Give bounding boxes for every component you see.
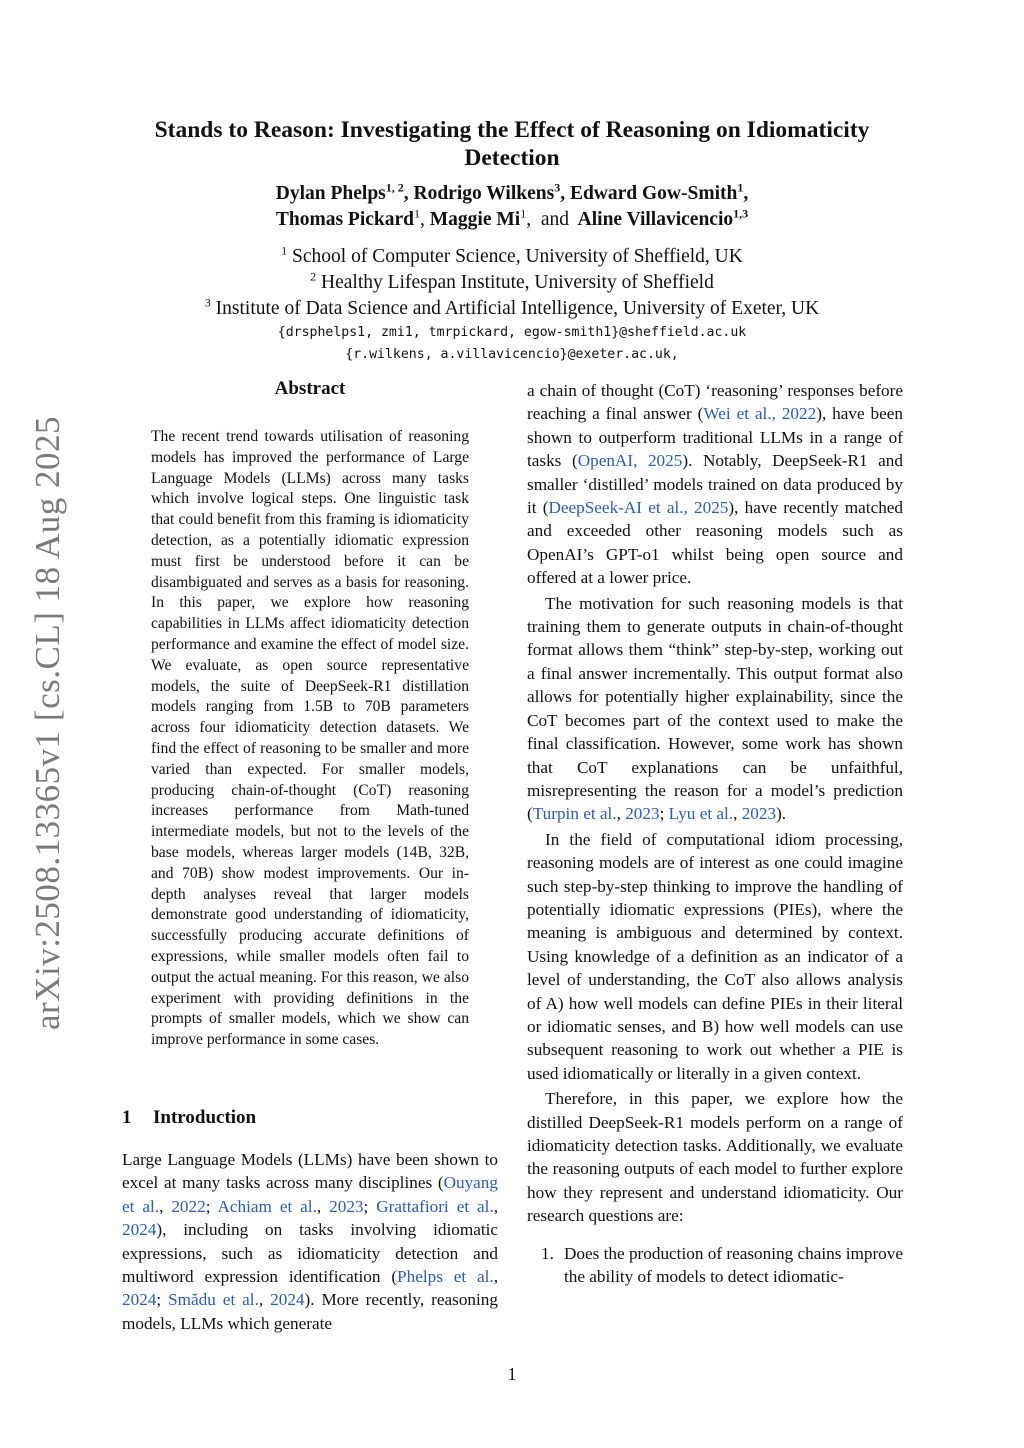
citation-link[interactable]: Smădu et al. [168,1290,259,1310]
author-line-1: Dylan Phelps$^{1, 2}$, Rodrigo Wilkens$^3$, Edward Gow-Smith$^1$, [275,180,749,204]
affiliation-1: $^1$ School of Computer Science, University of Sheffield, UK [281,243,743,267]
affiliations [120,244,904,322]
email-line-1: {drsphelps1, zmi1, tmrpickard, egow-smith1}@sheffield.ac.uk [277,325,747,340]
citation-link[interactable]: Achiam et al. [217,1196,317,1216]
left-column-body [122,1148,498,1335]
list-number: 1. [541,1243,554,1263]
citation-link[interactable]: Grattafiori et al. [376,1196,494,1216]
citation-link[interactable]: Phelps et al. [397,1267,494,1287]
citation-link[interactable]: 2024 [122,1290,157,1310]
author-affil-sup: 3 [554,180,561,195]
page-number: 1 [507,1364,517,1384]
citation-link[interactable]: 2023 [625,804,660,824]
author-name: Rodrigo Wilkens [413,183,555,204]
author-name: Edward Gow-Smith [569,183,738,204]
author-list [120,181,904,233]
citation-link[interactable]: 2023 [741,804,777,824]
citation-link[interactable]: 2022 [171,1196,206,1216]
email-line-2: {r.wilkens, a.villavicencio}@exeter.ac.uk, [345,347,679,362]
author-affil-sup: 1, 2 [385,180,404,195]
abstract-heading: Abstract [274,378,346,399]
citation-link[interactable]: 2023 [329,1196,364,1216]
affiliation-3: $^3$ Institute of Data Science and Artificial Intelligence, University of Exeter, UK [204,295,820,319]
citation-link[interactable]: OpenAI, 2025 [577,451,683,471]
citation-link[interactable]: Turpin et al. [532,804,617,824]
author-name: Aline Villavicencio [577,209,734,230]
right-paragraph-3: In the field of computational idiom processing, reasoning models are of interest as one could imagine such step-by-step thinking to improve the handling of potentially idiomatic expressions (PIEs), where the meaning is ambiguous and determined by context. Using knowledge of a definition as an indicator of a level of understanding, the CoT also allows analysis of A) how well models can define PIEs in their literal or idiomatic senses, and B) how well models can use subsequent reasoning to work out whether a PIE is used idiomatically or literally in a given context. [527,829,903,1083]
arxiv-identifier: arXiv:2508.13365v1 [cs.CL] 18 Aug 2025 [28,416,67,1030]
author-emails [120,322,904,366]
author-name: Thomas Pickard [275,209,415,230]
author-affil-sup: 1,3 [733,206,749,221]
citation-link[interactable]: Lyu et al. [668,804,734,824]
right-column-body [527,379,903,1288]
section-title: Introduction [153,1107,257,1128]
abstract-text: The recent trend towards utilisation of reasoning models has improved the performance of Large Language Models (LLMs) across many tasks which involve logical steps. One linguistic task that could benefit from this framing is idiomaticity detection, as a potentially idiomatic expression must first be understood before it can be disambiguated and serves as a basis for reasoning. In this paper, we explore how reasoning capabilities in LLMs affect idiomaticity detection performance and examine the effect of model size. We evaluate, as open source representative models, the suite of DeepSeek-R1 distillation models ranging from 1.5B to 70B parameters across four idiomaticity detection datasets. We find the effect of reasoning to be smaller and more varied than expected. For smaller models, producing chain-of-thought (CoT) reasoning increases performance from Math-tuned intermediate models, but not to the levels of the base models, whereas larger models (14B, 32B, and 70B) show modest improvements. Our in-depth analyses reveal that larger models demonstrate good understanding of idiomaticity, successfully producing accurate definitions of expressions, while smaller models often fail to output the actual meaning. For this reason, we also experiment with providing definitions in the prompts of smaller models, which we show can improve performance in some cases. [151,428,469,1049]
author-affil-sup: 1 [414,206,421,221]
author-name: Dylan Phelps [275,183,386,204]
paper-title [120,116,904,172]
authors-and: and [540,209,569,230]
citation-link[interactable]: 2024 [270,1290,305,1310]
intro-paragraph-1: Large Language Models (LLMs) have been shown to excel at many tasks across many disciplines (Ouyang et al., 2022; Achiam et al., 2023; Grattafiori et al., 2024), including on tasks involving idiomatic expressions, such as idiomaticity detection and multiword expression identification (Phelps et al., 2024; Smădu et al., 2024). More recently, reasoning models, LLMs which generate [122,1150,499,1333]
section-heading-introduction [122,1107,502,1129]
list-text: Does the production of reasoning chains improve the ability of models to detect idiomatic- [564,1243,903,1287]
author-name: Maggie Mi [429,209,521,230]
author-affil-sup: 1 [520,206,527,221]
title-line-1: Stands to Reason: Investigating the Effect of Reasoning on Idiomaticity [154,117,870,143]
citation-link[interactable]: Ouyang et al. [122,1173,498,1216]
section-number: 1 [122,1107,132,1128]
citation-link[interactable]: 2024 [122,1220,157,1240]
right-paragraph-2: The motivation for such reasoning models is that training them to generate outputs in chain-of-thought format allows them “think” step-by-step, working out a final answer incrementally. This output format also allows for potentially higher explainability, since the CoT becomes part of the context used to make the final classification. However, some work has shown that CoT explanations can be unfaithful, misrepresenting the reason for a model’s prediction (Turpin et al., 2023; Lyu et al., 2023). [527,593,903,824]
author-affil-sup: 1 [737,180,744,195]
research-question-1 [527,1242,903,1289]
title-line-2: Detection [464,145,560,171]
affiliation-2: $^2$ Healthy Lifespan Institute, University of Sheffield [310,269,714,293]
citation-link[interactable]: DeepSeek-AI et al., 2025 [548,498,729,518]
citation-link[interactable]: Wei et al., 2022 [703,404,817,424]
right-paragraph-1: a chain of thought (CoT) ‘reasoning’ responses before reaching a final answer (Wei et al., 2022), have been shown to outperform traditional LLMs in a range of tasks (OpenAI, 2025). Notably, DeepSeek-R1 and smaller ‘distilled’ models trained on data produced by it (DeepSeek-AI et al., 2025), have recently matched and exceeded other reasoning models such as OpenAI’s GPT-o1 whilst being open source and offered at a lower price. [527,381,904,588]
author-line-2: Thomas Pickard$^1$, Maggie Mi$^1$, and Aline Villavicencio$^{1,3}$ [275,206,749,230]
right-paragraph-4: Therefore, in this paper, we explore how the distilled DeepSeek-R1 models perform on a range of idiomaticity detection tasks. Additionally, we evaluate the reasoning outputs of each model to further explore how they represent and understand idiomaticity. Our research questions are: [527,1089,903,1226]
